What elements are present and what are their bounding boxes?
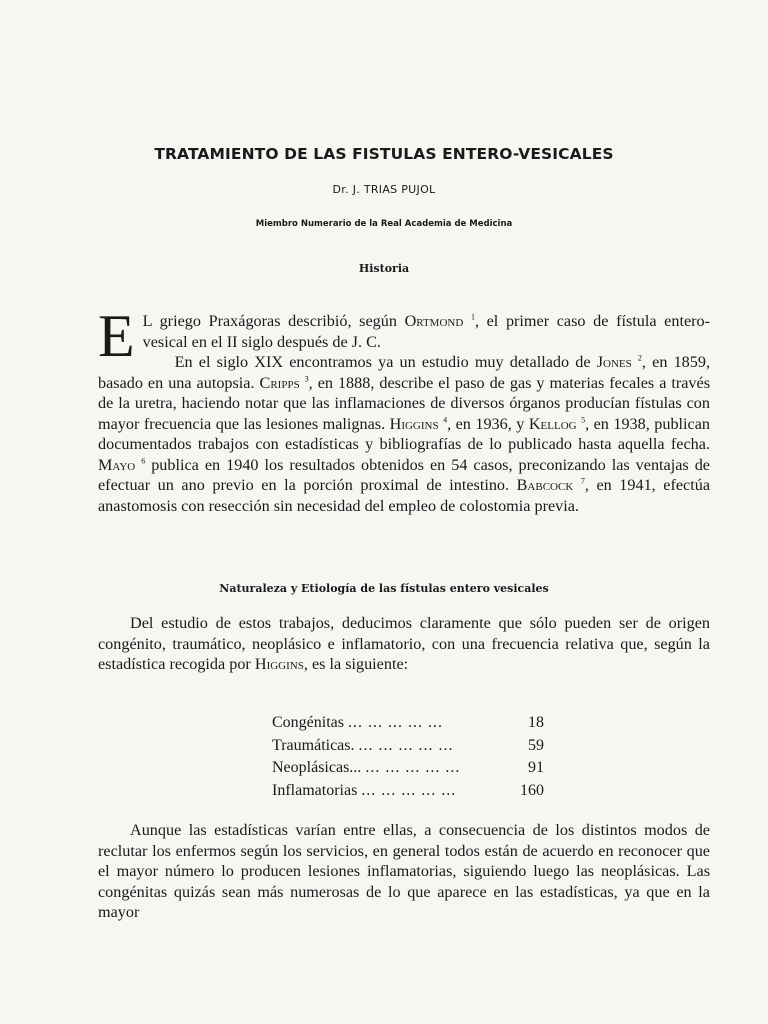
roman-numeral: II — [226, 332, 238, 351]
drop-cap: E — [98, 303, 135, 369]
footnote-ref: 2 — [637, 353, 642, 363]
footnote-ref: 5 — [581, 415, 586, 425]
row-value: 160 — [520, 781, 544, 799]
text-run: publica en 1940 los resultados obtenidos en 54 casos, preconizando las ventajas de efectuar un ano previo en la porción proximal de intestino. — [98, 455, 710, 494]
author-name: Dr. J. TRIAS PUJOL — [332, 183, 436, 196]
text-run: L griego Praxágoras describió, según — [142, 312, 405, 330]
footnote-ref: 6 — [141, 456, 146, 466]
row-label: Congénitas — [272, 714, 344, 731]
author-ref-higgins: Higgins — [389, 414, 439, 433]
table-row — [272, 714, 544, 737]
table-row — [272, 737, 544, 760]
author-ref-babcock: Babcock — [516, 476, 574, 494]
text-run: Del estudio de estos trabajos, deducimos claramente que sólo pueden ser de origen congénito, traumático, neoplásico e inflamatorio, con una frecuencia relativa que, según la estadística recogida por — [98, 614, 710, 673]
leader-dots: ... ... ... ... ... — [361, 781, 457, 799]
leader-dots: ... ... ... ... ... — [365, 759, 461, 776]
author-ref-jones: Jones — [596, 353, 632, 371]
frequency-table — [272, 714, 544, 804]
roman-numeral: XIX — [254, 353, 284, 371]
table-row — [272, 782, 544, 805]
paragraph-historia-continued — [98, 352, 710, 516]
leader-dots: ... ... ... ... ... — [358, 736, 454, 754]
footnote-ref: 4 — [443, 415, 448, 425]
author-affiliation: Miembro Numerario de la Real Academia de Medicina — [255, 219, 513, 229]
row-value: 91 — [528, 759, 544, 776]
text-run: , el primer caso de fístula entero-vesical en el — [142, 312, 711, 351]
author-ref-higgins: Higgins — [254, 655, 304, 673]
table-row — [272, 759, 544, 782]
text-run: encontramos ya un estudio muy detallado de — [283, 353, 597, 371]
row-value: 59 — [528, 736, 544, 754]
text-run: , es la siguiente: — [303, 655, 409, 673]
section-heading-historia: Historia — [358, 262, 410, 275]
text-run: , en 1859, basado en una autopsia. — [98, 353, 710, 392]
text-run: , en 1938, publican documentados trabajos con estadísticas y bibliografías de lo publicado hasta aquella fecha. — [98, 414, 711, 453]
leader-dots: ... ... ... ... ... — [348, 714, 443, 731]
author-ref-ortmond: Ortmond — [404, 312, 464, 330]
footnote-ref: 3 — [304, 374, 309, 384]
row-value: 18 — [528, 714, 544, 731]
row-label: Traumáticas. — [272, 736, 355, 754]
section-heading-naturaleza: Naturaleza y Etiología de las fístulas entero vesicales — [219, 582, 549, 595]
paragraph-estadisticas: Aunque las estadísticas varían entre ellas, a consecuencia de los distintos modos de reclutar los enfermos según los servicios, en general todos están de acuerdo en reconocer que el mayor número lo producen lesiones inflamatorias, siguiendo luego las neoplásicas. Las congénitas quizás sean más numerosas de lo que aparece en las estadísticas, ya que en la mayor — [98, 821, 710, 921]
row-label: Neoplásicas... — [272, 759, 362, 776]
author-ref-kellog: Kellog — [528, 414, 577, 433]
text-run: , en 1936, y — [447, 414, 529, 433]
author-ref-cripps: Cripps — [259, 373, 300, 392]
text-run: , en 1941, efectúa anastomosis con resección sin necesidad del empleo de colostomia previa. — [98, 476, 711, 515]
footnote-ref: 1 — [470, 312, 475, 322]
footnote-ref: 7 — [580, 476, 585, 486]
author-ref-mayo: Mayo — [98, 455, 136, 474]
paragraph-historia — [98, 303, 711, 516]
text-run: En el siglo — [174, 353, 255, 371]
article-title: TRATAMIENTO DE LAS FISTULAS ENTERO-VESICALES — [154, 145, 614, 163]
text-run: siglo después de J. C. — [237, 332, 381, 351]
paragraph-estudio — [98, 613, 710, 675]
row-label: Inflamatorias — [272, 781, 358, 799]
text-run: , en 1888, describe el paso de gas y materias fecales a través de la uretra, haciendo notar que las inflamaciones de diversos órganos producían fístulas con mayor frecuencia que las lesiones malignas. — [98, 373, 711, 433]
